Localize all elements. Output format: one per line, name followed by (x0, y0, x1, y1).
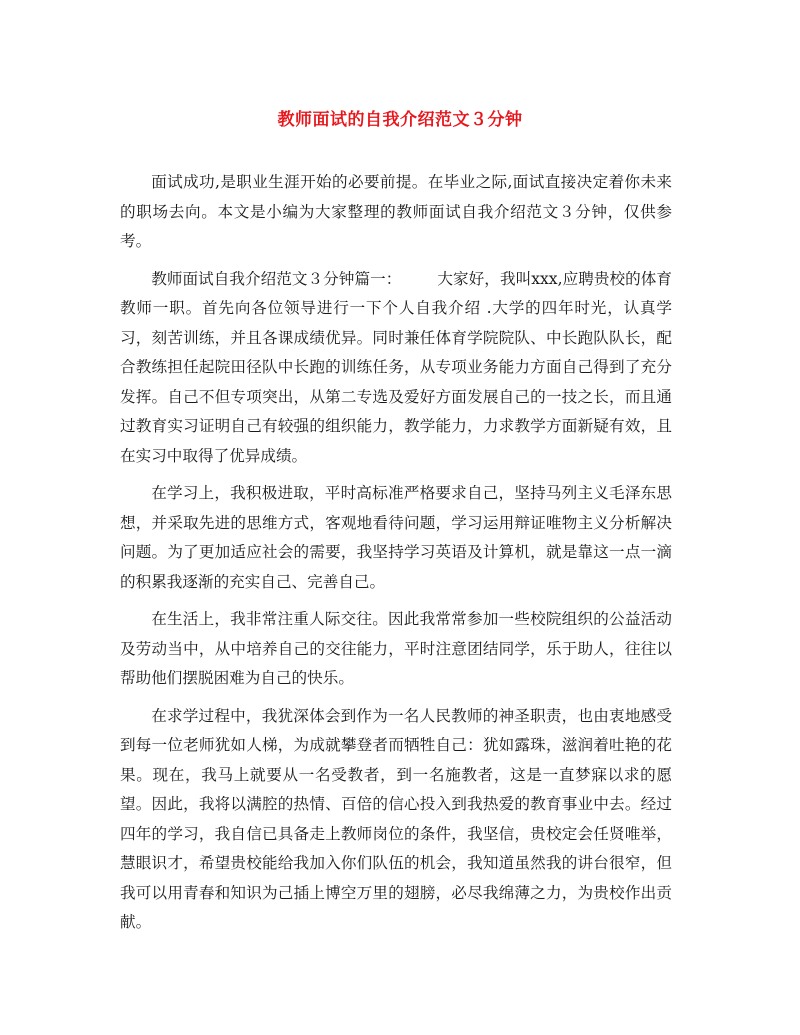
paragraph-life: 在生活上，我非常注重人际交往。因此我常常参加一些校院组织的公益活动及劳动当中，从中培养自己的交往能力，平时注意团结同学，乐于助人，往往以帮助他们摆脱困难为自己的快乐。 (120, 610, 672, 687)
paragraph-study: 在学习上，我积极进取，平时高标准严格要求自己，坚持马列主义毛泽东思想，并采取先进的思维方式，客观地看待问题，学习运用辩证唯物主义分析解决问题。为了更加适应社会的需要，我坚持学习英语及计算机，就是靠这一点一滴的积累我逐渐的充实自己、完善自己。 (120, 484, 672, 591)
paragraph-aspiration: 在求学过程中，我犹深体会到作为一名人民教师的神圣职责，也由衷地感受到每一位老师犹如人梯，为成就攀登者而牺牲自己：犹如露珠，滋润着吐艳的花果。现在，我马上就要从一名受教者，到一名施教者，这是一直梦寐以求的愿望。因此，我将以满腔的热情、百倍的信心投入到我热爱的教育事业中去。经过四年的学习，我自信已具备走上教师岗位的条件，我坚信，贵校定会任贤唯举，慧眼识才，希望贵校能给我加入你们队伍的机会，我知道虽然我的讲台很窄，但我可以用青春和知识为己插上博空万里的翅膀，必尽我绵薄之力，为贵校作出贡献。 (120, 706, 672, 931)
paragraph-sample-one (120, 265, 672, 472)
paragraph-intro: 面试成功,是职业生涯开始的必要前提。在毕业之际,面试直接决定着你未来的职场去向。本文是小编为大家整理的教师面试自我介绍范文３分钟，仅供参考。 (120, 173, 672, 250)
sample-body: 大家好，我叫xxx,应聘贵校的体育教师一职。首先向各位领导进行一下个人自我介绍 .大学的四年时光，认真学习，刻苦训练，并且各课成绩优异。同时兼任体育学院院队、中长跑队队长，配合教练担任起院田径队中长跑的训练任务，从专项业务能力方面自己得到了充分发挥。自己不但专项突出，从第二专选及爱好方面发展自己的一技之长，而且通过教育实习证明自己有较强的组织能力，教学能力，力求教学方面新疑有效，且在实习中取得了优异成绩。 (120, 269, 672, 465)
sample-heading: 教师面试自我介绍范文３分钟篇一： (151, 269, 402, 288)
document-title: 教师面试的自我介绍范文３分钟 (277, 110, 523, 130)
document-body (120, 168, 672, 946)
